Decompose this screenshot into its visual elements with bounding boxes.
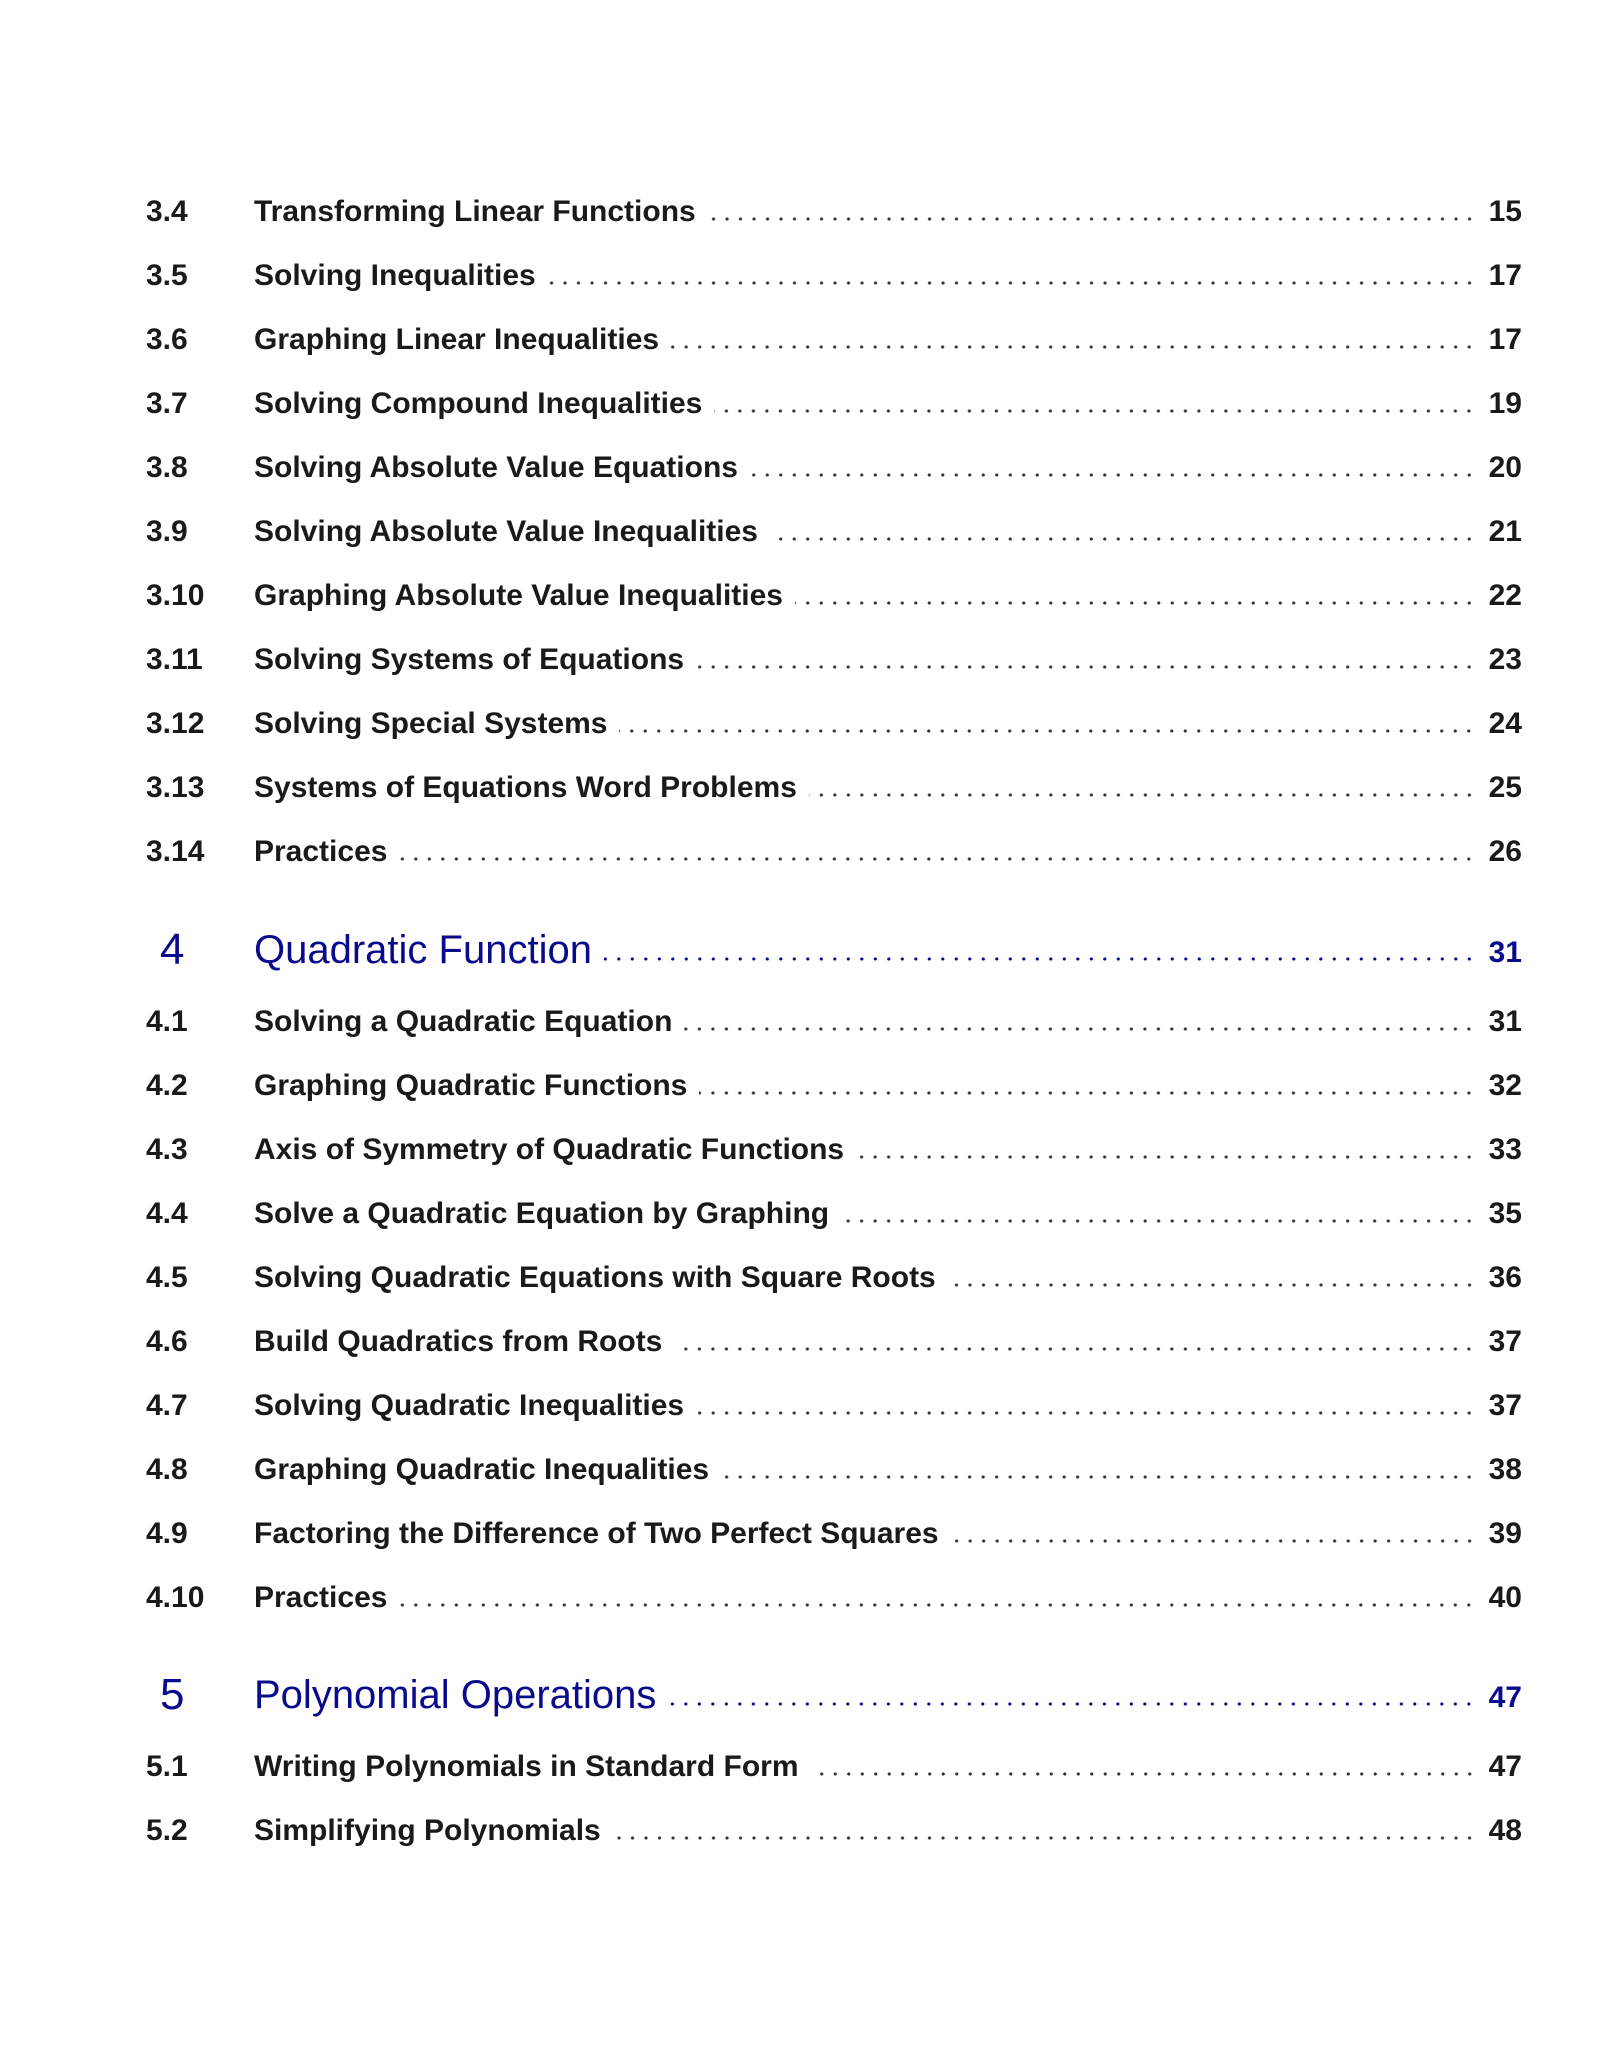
- entry-number: 4.10: [146, 1581, 205, 1614]
- entry-page-number: 35: [1488, 1197, 1522, 1230]
- entry-page-number: 17: [1488, 323, 1522, 356]
- entry-page-number: 33: [1488, 1133, 1522, 1166]
- dot-leader: [604, 955, 1476, 963]
- entry-title: Solving Absolute Value Inequalities: [254, 515, 758, 548]
- toc-section-entry[interactable]: [146, 187, 1522, 237]
- entry-number: 3.4: [146, 195, 188, 228]
- entry-title: Solving Quadratic Equations with Square Roots: [254, 1261, 936, 1294]
- entry-title: Solving Compound Inequalities: [254, 387, 703, 420]
- entry-title: Solve a Quadratic Equation by Graphing: [254, 1197, 830, 1230]
- entry-number: 3.12: [146, 707, 205, 740]
- entry-title: Simplifying Polynomials: [254, 1814, 601, 1847]
- entry-number: 5: [160, 1670, 185, 1719]
- entry-title: Solving Inequalities: [254, 259, 536, 292]
- entry-number: 3.8: [146, 451, 188, 484]
- entry-number: 3.9: [146, 515, 188, 548]
- toc-section-entry[interactable]: [146, 1742, 1522, 1792]
- dot-leader: [951, 1537, 1476, 1545]
- entry-title: Graphing Absolute Value Inequalities: [254, 579, 783, 612]
- entry-page-number: 37: [1488, 1389, 1522, 1422]
- entry-page-number: 17: [1488, 259, 1522, 292]
- entry-title: Graphing Quadratic Functions: [254, 1069, 688, 1102]
- entry-number: 4.8: [146, 1453, 188, 1486]
- entry-page-number: 47: [1488, 1681, 1522, 1714]
- dot-leader: [613, 1834, 1476, 1842]
- entry-page-number: 24: [1488, 707, 1522, 740]
- dot-leader: [811, 1770, 1477, 1778]
- entry-number: 3.13: [146, 771, 205, 804]
- toc-chapter-entry[interactable]: [146, 925, 1522, 975]
- entry-page-number: 37: [1488, 1325, 1522, 1358]
- entry-page-number: 20: [1488, 451, 1522, 484]
- toc-section-entry[interactable]: [146, 507, 1522, 557]
- entry-title: Solving Absolute Value Equations: [254, 451, 738, 484]
- entry-number: 4.3: [146, 1133, 188, 1166]
- toc-section-entry[interactable]: [146, 1573, 1522, 1623]
- dot-leader: [809, 791, 1476, 799]
- dot-leader: [708, 215, 1476, 223]
- entry-title: Build Quadratics from Roots: [254, 1325, 663, 1358]
- entry-title: Polynomial Operations: [254, 1672, 657, 1717]
- toc-section-entry[interactable]: [146, 315, 1522, 365]
- toc-section-entry[interactable]: [146, 827, 1522, 877]
- dot-leader: [699, 1089, 1476, 1097]
- entry-title: Graphing Quadratic Inequalities: [254, 1453, 710, 1486]
- toc-section-entry[interactable]: [146, 251, 1522, 301]
- toc-chapter-entry[interactable]: [146, 1670, 1522, 1720]
- toc-section-entry[interactable]: [146, 1806, 1522, 1856]
- entry-title: Solving Systems of Equations: [254, 643, 685, 676]
- entry-title: Writing Polynomials in Standard Form: [254, 1750, 799, 1783]
- entry-page-number: 15: [1488, 195, 1522, 228]
- entry-number: 4: [160, 925, 185, 974]
- entry-number: 5.1: [146, 1750, 188, 1783]
- dot-leader: [684, 1025, 1476, 1033]
- dot-leader: [841, 1217, 1476, 1225]
- dot-leader: [721, 1473, 1476, 1481]
- dot-leader: [750, 471, 1476, 479]
- entry-title: Graphing Linear Inequalities: [254, 323, 660, 356]
- entry-page-number: 19: [1488, 387, 1522, 420]
- entry-number: 3.5: [146, 259, 188, 292]
- entry-page-number: 21: [1488, 515, 1522, 548]
- entry-page-number: 48: [1488, 1814, 1522, 1847]
- entry-page-number: 40: [1488, 1581, 1522, 1614]
- entry-title: Quadratic Function: [254, 927, 592, 972]
- entry-number: 3.6: [146, 323, 188, 356]
- entry-page-number: 31: [1488, 1005, 1522, 1038]
- entry-page-number: 36: [1488, 1261, 1522, 1294]
- entry-title: Transforming Linear Functions: [254, 195, 696, 228]
- entry-number: 4.9: [146, 1517, 188, 1550]
- toc-section-entry[interactable]: [146, 1445, 1522, 1495]
- entry-number: 4.2: [146, 1069, 188, 1102]
- toc-section-entry[interactable]: [146, 379, 1522, 429]
- entry-title: Practices: [254, 835, 388, 868]
- entry-title: Solving Special Systems: [254, 707, 608, 740]
- toc-section-entry[interactable]: [146, 1125, 1522, 1175]
- entry-title: Factoring the Difference of Two Perfect Squares: [254, 1517, 939, 1550]
- toc-section-entry[interactable]: [146, 1061, 1522, 1111]
- toc-section-entry[interactable]: [146, 443, 1522, 493]
- entry-number: 3.7: [146, 387, 188, 420]
- dot-leader: [948, 1281, 1476, 1289]
- entry-number: 5.2: [146, 1814, 188, 1847]
- entry-page-number: 22: [1488, 579, 1522, 612]
- entry-number: 4.4: [146, 1197, 188, 1230]
- entry-number: 3.11: [146, 643, 203, 676]
- dot-leader: [696, 663, 1476, 671]
- entry-page-number: 32: [1488, 1069, 1522, 1102]
- entry-title: Solving Quadratic Inequalities: [254, 1389, 685, 1422]
- entry-number: 3.14: [146, 835, 205, 868]
- entry-page-number: 26: [1488, 835, 1522, 868]
- dot-leader: [671, 343, 1476, 351]
- dot-leader: [399, 855, 1476, 863]
- toc-section-entry[interactable]: [146, 1253, 1522, 1303]
- toc-section-entry[interactable]: [146, 1381, 1522, 1431]
- entry-page-number: 25: [1488, 771, 1522, 804]
- toc-section-entry[interactable]: [146, 635, 1522, 685]
- dot-leader: [795, 599, 1476, 607]
- entry-page-number: 38: [1488, 1453, 1522, 1486]
- dot-leader: [696, 1409, 1476, 1417]
- dot-leader: [619, 727, 1476, 735]
- entry-title: Solving a Quadratic Equation: [254, 1005, 673, 1038]
- entry-title: Axis of Symmetry of Quadratic Functions: [254, 1133, 845, 1166]
- dot-leader: [668, 1700, 1476, 1708]
- dot-leader: [548, 279, 1476, 287]
- dot-leader: [674, 1345, 1476, 1353]
- entry-page-number: 39: [1488, 1517, 1522, 1550]
- toc-section-entry[interactable]: [146, 763, 1522, 813]
- entry-page-number: 47: [1488, 1750, 1522, 1783]
- toc-section-entry[interactable]: [146, 1317, 1522, 1367]
- toc-section-entry[interactable]: [146, 699, 1522, 749]
- entry-title: Practices: [254, 1581, 388, 1614]
- entry-number: 4.5: [146, 1261, 188, 1294]
- dot-leader: [399, 1601, 1476, 1609]
- toc-section-entry[interactable]: [146, 1189, 1522, 1239]
- entry-number: 4.7: [146, 1389, 188, 1422]
- entry-page-number: 31: [1488, 936, 1522, 969]
- dot-leader: [856, 1153, 1476, 1161]
- dot-leader: [714, 407, 1476, 415]
- entry-title: Systems of Equations Word Problems: [254, 771, 797, 804]
- entry-number: 4.1: [146, 1005, 188, 1038]
- dot-leader: [770, 535, 1476, 543]
- toc-section-entry[interactable]: [146, 571, 1522, 621]
- toc-section-entry[interactable]: [146, 997, 1522, 1047]
- toc-section-entry[interactable]: [146, 1509, 1522, 1559]
- entry-number: 3.10: [146, 579, 205, 612]
- entry-page-number: 23: [1488, 643, 1522, 676]
- entry-number: 4.6: [146, 1325, 188, 1358]
